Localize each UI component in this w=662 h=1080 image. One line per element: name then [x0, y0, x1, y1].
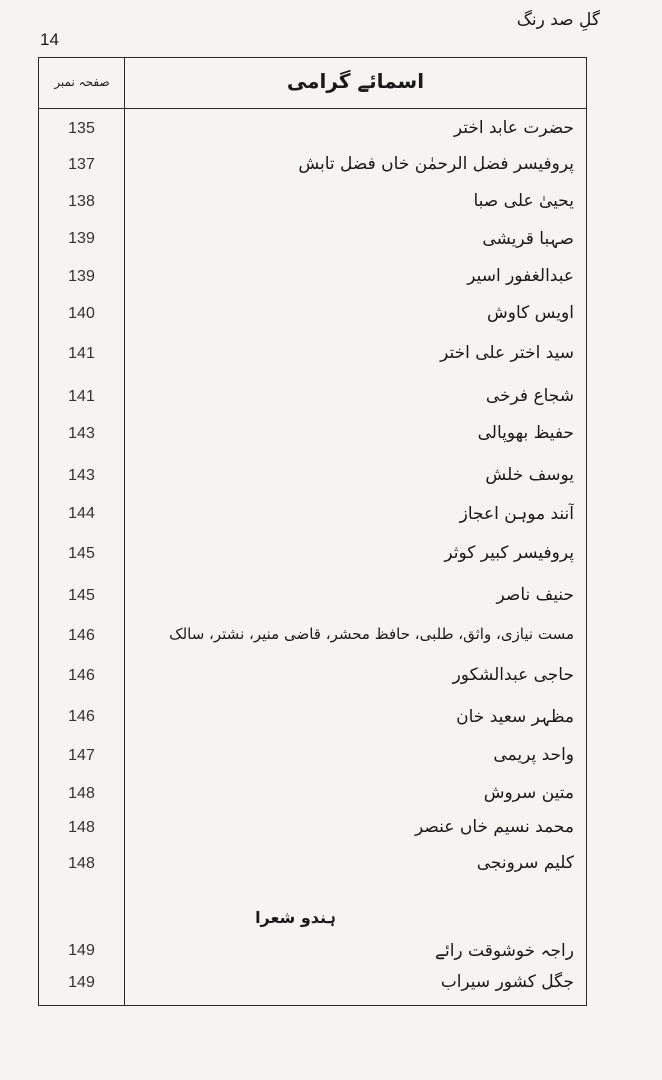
row-name: شجاع فرخی: [485, 386, 574, 406]
table-row: [39, 625, 586, 655]
table-row: [39, 817, 586, 847]
row-name: محمد نسیم خاں عنصر: [415, 817, 574, 837]
row-name: حضرت عابد اختر: [453, 118, 574, 138]
row-page: 141: [68, 388, 95, 405]
column-header-page: صفحہ نمبر: [54, 75, 110, 89]
row-name: حاجی عبدالشکور: [452, 665, 574, 685]
row-name: جگل کشور سیراب: [440, 972, 574, 992]
contents-table: [38, 57, 587, 1006]
table-row: [39, 665, 586, 695]
table-row: [39, 465, 586, 495]
row-name: پروفیسر فضل الرحمٰن خاں فضل تابش: [298, 154, 574, 174]
row-page: 139: [68, 230, 95, 247]
row-name: آنند موہن اعجاز: [459, 504, 574, 524]
row-name: حفیظ بھوپالی: [477, 423, 574, 443]
row-page: 148: [68, 785, 95, 802]
row-page: 141: [68, 345, 95, 362]
row-page: 146: [68, 627, 95, 644]
row-page: 148: [68, 855, 95, 872]
row-name: راجہ خوشوقت رائے: [435, 941, 574, 961]
table-row: [39, 228, 586, 258]
table-row: [39, 386, 586, 416]
section-heading: ہندو شعرا: [255, 908, 336, 927]
table-row: [39, 543, 586, 573]
row-page: 146: [68, 708, 95, 725]
table-row: [39, 972, 586, 1002]
row-page: 143: [68, 467, 95, 484]
table-row: [39, 585, 586, 615]
table-row: [39, 783, 586, 813]
row-name: عبدالغفور اسیر: [467, 266, 574, 286]
row-page: 138: [68, 193, 95, 210]
table-row: [39, 303, 586, 333]
row-name: کلیم سرونجی: [476, 853, 574, 873]
row-page: 145: [68, 545, 95, 562]
row-page: 149: [68, 974, 95, 991]
row-page: 144: [68, 505, 95, 522]
row-page: 147: [68, 747, 95, 764]
row-name: مظہر سعید خان: [456, 707, 574, 727]
page-number: 14: [40, 30, 59, 49]
table-row: [39, 423, 586, 453]
row-page: 137: [68, 156, 95, 173]
table-row: [39, 343, 586, 373]
row-name: یحییٰ علی صبا: [473, 191, 574, 211]
row-name: اویس کاوش: [487, 303, 574, 323]
row-name: متین سروش: [483, 783, 574, 803]
row-page: 135: [68, 120, 95, 137]
table-row: [39, 503, 586, 533]
table-row: [39, 706, 586, 736]
row-name: سید اختر علی اختر: [440, 343, 574, 363]
row-page: 140: [68, 305, 95, 322]
table-row: [39, 853, 586, 883]
header-divider: [39, 108, 586, 109]
table-row: [39, 266, 586, 296]
row-name: واحد پریمی: [493, 745, 574, 765]
table-row: [39, 118, 586, 148]
row-page: 145: [68, 587, 95, 604]
row-page: 148: [68, 819, 95, 836]
row-name: حنیف ناصر: [496, 585, 574, 605]
row-page: 149: [68, 942, 95, 959]
column-header-names: اسمائے گرامی: [286, 69, 425, 93]
table-row: [39, 940, 586, 970]
row-page: 146: [68, 667, 95, 684]
row-page: 143: [68, 425, 95, 442]
row-name: پروفیسر کبیر کوثر: [444, 543, 574, 563]
table-row: [39, 745, 586, 775]
row-name: مست نیازی، واثق، طلبی، حافظ محشر، قاضی منیر، نشتر، سالک: [169, 625, 574, 643]
table-row: [39, 191, 586, 221]
row-name: صہبا قریشی: [482, 229, 574, 249]
table-row: [39, 154, 586, 184]
row-page: 139: [68, 268, 95, 285]
book-title: گلِ صد رنگ: [516, 10, 600, 30]
row-name: یوسف خلش: [485, 465, 574, 485]
